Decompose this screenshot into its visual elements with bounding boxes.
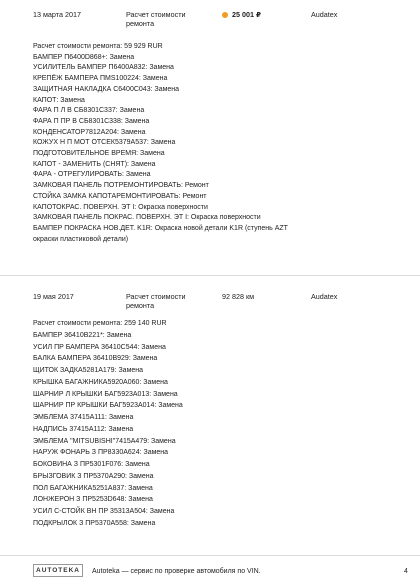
- record-type-line1: Расчет стоимости: [126, 10, 186, 19]
- autoteka-logo: [33, 564, 83, 577]
- logo-text: AUTOTEKA: [36, 567, 80, 574]
- list-item: БАМПЕР ПОКРАСКА НОВ.ДЕТ. K1R: Окраска новой детали K1R (ступень AZT окраски пластиковой детали): [33, 224, 288, 243]
- list-item: Расчет стоимости ремонта: 59 929 RUR: [33, 43, 163, 50]
- list-item: КАПОТ: Замена: [33, 96, 85, 104]
- list-item: ПОЛ БАГАЖНИКА5251A837: Замена: [33, 484, 153, 492]
- record-type: [126, 292, 206, 310]
- list-item: ЗАМКОВАЯ ПАНЕЛЬ ПОТРЕМОНТИРОВАТЬ: Ремонт: [33, 182, 209, 190]
- list-item: УСИЛ ПР БАМПЕРА 36410С544: Замена: [33, 343, 166, 351]
- list-item: КАПОТОКРАС. ПОВЕРХН. ЭТ I: Окраска поверхности: [33, 203, 208, 211]
- list-item: КРЕПЁЖ БАМПЕРА ПMS100224: Замена: [33, 75, 168, 83]
- record-type-line1: Расчет стоимости: [126, 292, 186, 301]
- list-item: ЭМБЛЕМА "MITSUBISHI"7415A479: Замена: [33, 437, 176, 445]
- history-record: [0, 0, 420, 243]
- list-item: ЭМБЛЕМА 37415A111: Замена: [33, 414, 134, 421]
- list-item: СТОЙКА ЗАМКА КАПОТАРЕМОНТИРОВАТЬ: Ремонт: [33, 192, 207, 200]
- list-item: ЛОНЖЕРОН З ПР5253D648: Замена: [33, 496, 153, 504]
- list-item: ЗАМКОВАЯ ПАНЕЛЬ ПОКРАС. ПОВЕРХН. ЭТ I: Окраска поверхности: [33, 214, 261, 222]
- history-record: [0, 282, 420, 527]
- record-amount-value: 25 001 ₽: [232, 10, 261, 19]
- list-item: УСИЛ С-СТОЙК ВН ПР 35313A504: Замена: [33, 508, 175, 515]
- footer-divider: [0, 555, 420, 556]
- list-item: ФАРА П ПР В СБ8301С338: Замена: [33, 117, 150, 125]
- list-item: ЩИТОК ЗАДКА5281A179: Замена: [33, 367, 144, 374]
- list-item: ФАРА П Л В СБ8301С337: Замена: [33, 107, 145, 115]
- page-number: 4: [404, 568, 408, 575]
- list-item: НАДПИСЬ 37415A112: Замена: [33, 425, 134, 433]
- list-item: БАМПЕР 36410B221*: Замена: [33, 331, 132, 339]
- record-items: [33, 42, 353, 245]
- record-source: Audatex: [311, 292, 338, 301]
- list-item: ФАРА - ОТРЕГУЛИРОВАТЬ: Замена: [33, 171, 151, 179]
- record-date: 13 марта 2017: [33, 10, 81, 19]
- record-type-line2: ремонта: [126, 301, 155, 310]
- warning-dot-icon: [222, 12, 228, 18]
- list-item: БРЫЗГОВИК З ПР5370A290: Замена: [33, 472, 154, 480]
- record-date: 19 мая 2017: [33, 292, 74, 301]
- record-mileage: 92 828 км: [222, 292, 255, 301]
- page-footer: [0, 560, 420, 584]
- list-item: Расчет стоимости ремонта: 259 140 RUR: [33, 320, 167, 327]
- footer-tagline: Autoteka — сервис по проверке автомобиля по VIN.: [92, 568, 261, 575]
- list-item: ШАРНИР ПР КРЫШКИ БАГ5923A014: Замена: [33, 402, 183, 410]
- list-item: КОНДЕНСАТОР7812A204: Замена: [33, 128, 146, 136]
- list-item: БАМПЕР П6400D868+: Замена: [33, 53, 135, 61]
- list-item: НАРУЖ ФОНАРЬ З ПР8330A624: Замена: [33, 449, 169, 457]
- list-item: БАЛКА БАМПЕРА 36410B929: Замена: [33, 355, 158, 363]
- list-item: БОКОВИНА З ПР5301F076: Замена: [33, 461, 150, 468]
- record-items: [33, 318, 353, 530]
- list-item: ПОДКРЫЛОК З ПР5370A558: Замена: [33, 519, 156, 527]
- list-item: ПОДГОТОВИТЕЛЬНОЕ ВРЕМЯ: Замена: [33, 150, 165, 158]
- record-divider: [0, 275, 420, 276]
- list-item: КОЖУХ Н П МОТ ОТСЕК5379A537: Замена: [33, 139, 176, 147]
- record-type-line2: ремонта: [126, 19, 155, 28]
- list-item: ЗАЩИТНАЯ НАКЛАДКА С6400С043: Замена: [33, 85, 180, 93]
- record-header: [0, 282, 420, 316]
- list-item: КАПОТ - ЗАМЕНИТЬ (СНЯТ): Замена: [33, 160, 156, 168]
- list-item: КРЫШКА БАГАЖНИКА5920A060: Замена: [33, 378, 168, 386]
- record-amount: [222, 10, 261, 19]
- record-type: [126, 10, 206, 28]
- record-source: Audatex: [311, 10, 338, 19]
- list-item: УСИЛИТЕЛЬ БАМПЕР П6400A832: Замена: [33, 64, 174, 72]
- list-item: ШАРНИР Л КРЫШКИ БАГ5923A013: Замена: [33, 390, 178, 398]
- record-header: [0, 0, 420, 34]
